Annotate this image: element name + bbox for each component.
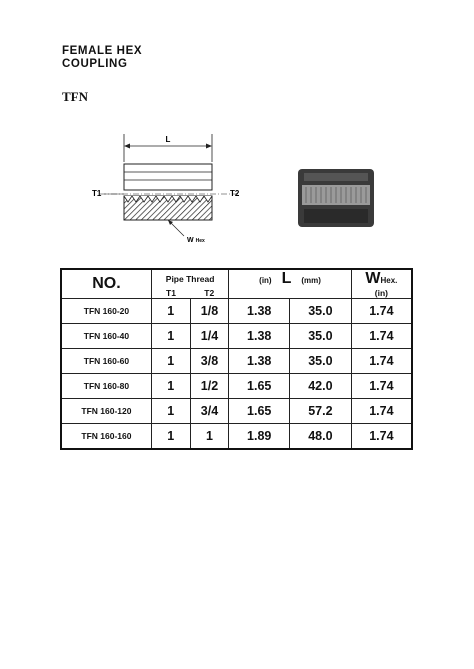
cell-w: 1.74 <box>351 399 412 424</box>
cell-l-in: 1.38 <box>229 324 290 349</box>
cell-l-in: 1.89 <box>229 424 290 450</box>
product-title <box>62 45 142 71</box>
cell-no: TFN 160-80 <box>61 374 151 399</box>
table-row <box>61 299 412 324</box>
header-l-spacer <box>229 288 351 299</box>
cell-w: 1.74 <box>351 324 412 349</box>
cell-w: 1.74 <box>351 299 412 324</box>
cell-no: TFN 160-160 <box>61 424 151 450</box>
cell-no: TFN 160-120 <box>61 399 151 424</box>
cell-t1: 1 <box>151 424 190 450</box>
header-w-letter: W <box>365 269 381 287</box>
cell-t2: 1 <box>190 424 229 450</box>
cell-l-mm: 48.0 <box>290 424 352 450</box>
header-w-hex: Hex. <box>380 275 398 285</box>
cell-t1: 1 <box>151 324 190 349</box>
table-row <box>61 349 412 374</box>
header-t2: T2 <box>190 288 229 299</box>
header-w <box>351 269 412 288</box>
t1-label: T1 <box>92 189 102 198</box>
header-l: L <box>281 270 292 287</box>
cell-l-mm: 42.0 <box>290 374 352 399</box>
cell-no: TFN 160-40 <box>61 324 151 349</box>
cell-t1: 1 <box>151 349 190 374</box>
cell-l-in: 1.38 <box>229 349 290 374</box>
w-hex-label: W Hex <box>187 237 205 244</box>
length-label: L <box>165 135 171 144</box>
cell-l-mm: 35.0 <box>290 324 352 349</box>
cell-w: 1.74 <box>351 349 412 374</box>
table-row <box>61 324 412 349</box>
header-w-in: (in) <box>351 288 412 299</box>
table-row <box>61 424 412 450</box>
cell-l-mm: 35.0 <box>290 299 352 324</box>
header-t1: T1 <box>151 288 190 299</box>
cell-no: TFN 160-60 <box>61 349 151 374</box>
header-l-in: (in) <box>259 276 272 285</box>
cell-t2: 3/8 <box>190 349 229 374</box>
spec-table <box>60 268 413 450</box>
title-line-2: COUPLING <box>62 58 128 70</box>
cell-t2: 1/4 <box>190 324 229 349</box>
table-row <box>61 374 412 399</box>
cell-t1: 1 <box>151 374 190 399</box>
cell-l-mm: 35.0 <box>290 349 352 374</box>
title-line-1: FEMALE HEX <box>62 45 143 57</box>
cell-t2: 3/4 <box>190 399 229 424</box>
t2-label: T2 <box>230 189 240 198</box>
cell-l-in: 1.38 <box>229 299 290 324</box>
cell-t1: 1 <box>151 399 190 424</box>
cell-t1: 1 <box>151 299 190 324</box>
header-no: NO. <box>61 269 151 299</box>
cell-t2: 1/8 <box>190 299 229 324</box>
cell-l-in: 1.65 <box>229 399 290 424</box>
header-l-mm: (mm) <box>301 276 321 285</box>
header-length <box>229 269 351 288</box>
header-pipe-thread: Pipe Thread <box>151 269 228 288</box>
cell-no: TFN 160-20 <box>61 299 151 324</box>
coupling-photo <box>296 163 376 233</box>
technical-drawing <box>80 128 250 250</box>
cell-l-in: 1.65 <box>229 374 290 399</box>
cell-l-mm: 57.2 <box>290 399 352 424</box>
cell-t2: 1/2 <box>190 374 229 399</box>
cell-w: 1.74 <box>351 424 412 450</box>
series-code: TFN <box>62 89 88 104</box>
cell-w: 1.74 <box>351 374 412 399</box>
table-row <box>61 399 412 424</box>
